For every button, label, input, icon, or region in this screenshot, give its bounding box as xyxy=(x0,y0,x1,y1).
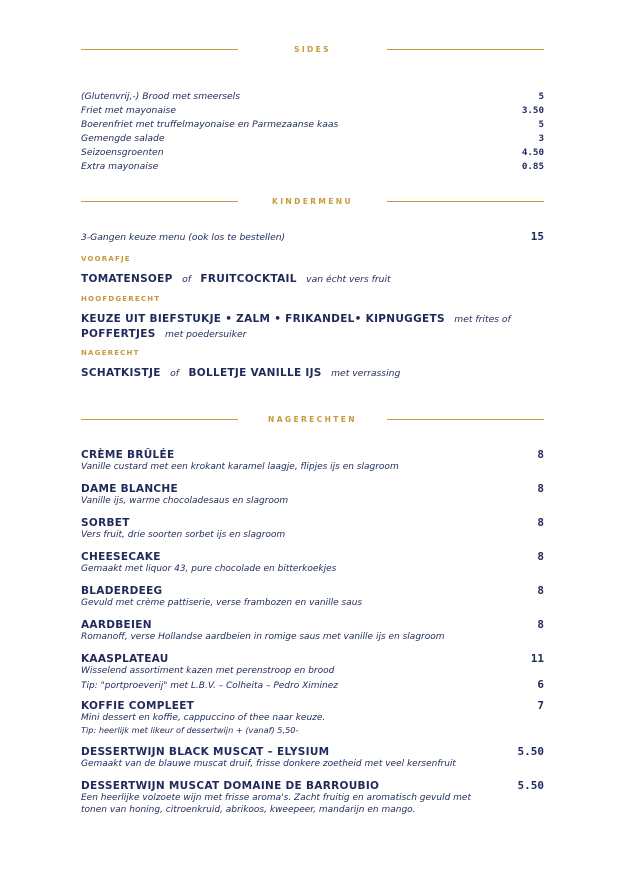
dessert-description: Een heerlijke volzoete wijn met frisse aroma's. Zacht fruitig en aromatisch gevuld met xyxy=(81,793,471,803)
sides-item-price: 4.50 xyxy=(521,147,544,158)
dessert-item xyxy=(81,618,544,644)
sides-header xyxy=(81,42,544,56)
hoofdgerecht-label: HOOFDGERECHT xyxy=(81,295,161,303)
sides-item xyxy=(81,119,544,130)
dessert-name: SORBET xyxy=(81,517,130,529)
dessert-description-2: tonen van honing, citroenkruid, abrikoos, kweepeer, mandarijn en mango. xyxy=(81,804,416,815)
hoofdgerecht-options: KEUZE UIT BIEFSTUKJE • ZALM • FRIKANDEL• KIPNUGGETS xyxy=(81,313,445,325)
divider-left xyxy=(81,419,238,420)
dessert-description: Gevuld met crème pattiserie, verse frambozen en vanille saus xyxy=(81,598,363,608)
dessert-description: Gemaakt met liquor 43, pure chocolade en bitterkoekjes xyxy=(81,564,337,574)
nagerecht-line xyxy=(81,365,544,380)
dessert-price: 5.50 xyxy=(517,745,544,758)
dessert-price: 8 xyxy=(537,550,544,563)
sides-item-name: Friet met mayonaise xyxy=(81,105,176,116)
nagerechten-title: NAGERECHTEN xyxy=(268,414,357,424)
dessert-item xyxy=(81,745,544,771)
dessert-name: DESSERTWIJN MUSCAT DOMAINE DE BARROUBIO xyxy=(81,780,380,792)
nagerechten-header xyxy=(81,412,544,426)
sides-item-price: 5 xyxy=(538,91,544,102)
dessert-name: AARDBEIEN xyxy=(81,619,152,631)
dessert-tip: Tip: heerlijk met likeur of dessertwijn + (vanaf) 5,50- xyxy=(81,724,299,735)
sides-item-price: 3.50 xyxy=(521,105,544,116)
nagerecht-option-b: BOLLETJE VANILLE IJS xyxy=(188,367,322,379)
dessert-price: 8 xyxy=(537,516,544,529)
divider-left xyxy=(81,49,238,50)
dessert-tip-price: 6 xyxy=(537,677,544,691)
voorafje-option-a: TOMATENSOEP xyxy=(81,273,173,285)
dessert-item xyxy=(81,482,544,508)
voorafje-of: of xyxy=(182,274,191,285)
dessert-item xyxy=(81,516,544,542)
dessert-name: KAASPLATEAU xyxy=(81,653,169,665)
sides-item-name: Boerenfriet met truffelmayonaise en Parmezaanse kaas xyxy=(81,119,339,130)
dessert-price: 8 xyxy=(537,584,544,597)
dessert-name: CHEESECAKE xyxy=(81,551,161,563)
dessert-item xyxy=(81,652,544,692)
voorafje-note: van écht vers fruit xyxy=(306,274,391,285)
dessert-name: DESSERTWIJN BLACK MUSCAT – ELYSIUM xyxy=(81,746,330,758)
hoofdgerecht-note: met frites of xyxy=(454,314,511,325)
dessert-name: CRÈME BRÛLÉE xyxy=(81,449,175,461)
dessert-description: Vanille custard met een krokant karamel laagje, flipjes ijs en slagroom xyxy=(81,462,399,472)
dessert-description: Gemaakt van de blauwe muscat druif, frisse donkere zoetheid met veel kersenfruit xyxy=(81,759,456,769)
sides-title: SIDES xyxy=(294,44,331,54)
dessert-item xyxy=(81,584,544,610)
dessert-name: DAME BLANCHE xyxy=(81,483,178,495)
kindermenu-intro xyxy=(81,230,544,243)
voorafje-line xyxy=(81,271,544,286)
nagerecht-option-a: SCHATKISTJE xyxy=(81,367,161,379)
dessert-description: Vanille ijs, warme chocoladesaus en slagroom xyxy=(81,496,289,506)
divider-right xyxy=(387,201,544,202)
divider-right xyxy=(387,419,544,420)
dessert-price: 8 xyxy=(537,448,544,461)
dessert-tip: Tip: "portproeverij" met L.B.V. – Colheita – Pedro Ximinez xyxy=(81,680,338,691)
dessert-description: Romanoff, verse Hollandse aardbeien in romige saus met vanille ijs en slagroom xyxy=(81,632,445,642)
voorafje-label: VOORAFJE xyxy=(81,255,131,263)
nagerecht-label: NAGERECHT xyxy=(81,349,140,357)
dessert-description: Wisselend assortiment kazen met perenstroop en brood xyxy=(81,666,335,676)
dessert-price: 5.50 xyxy=(517,779,544,792)
sides-item-price: 0.85 xyxy=(521,161,544,172)
divider-right xyxy=(387,49,544,50)
dessert-description: Vers fruit, drie soorten sorbet ijs en slagroom xyxy=(81,530,286,540)
kindermenu-header xyxy=(81,194,544,208)
sides-item-name: Extra mayonaise xyxy=(81,161,159,172)
sides-item xyxy=(81,91,544,102)
hoofdgerecht-note-2: met poedersuiker xyxy=(165,329,247,340)
dessert-price: 7 xyxy=(537,699,544,712)
dessert-price: 8 xyxy=(537,618,544,631)
sides-item-name: Seizoensgroenten xyxy=(81,147,164,158)
sides-item xyxy=(81,147,544,158)
dessert-price: 8 xyxy=(537,482,544,495)
dessert-description: Mini dessert en koffie, cappuccino of thee naar keuze. xyxy=(81,713,326,723)
hoofdgerecht-line xyxy=(81,311,544,326)
divider-left xyxy=(81,201,238,202)
dessert-item xyxy=(81,699,544,736)
sides-item-price: 3 xyxy=(538,133,544,144)
nagerecht-of: of xyxy=(170,368,179,379)
sides-item xyxy=(81,105,544,116)
dessert-item xyxy=(81,550,544,576)
kindermenu-intro-text: 3-Gangen keuze menu (ook los te bestellen) xyxy=(81,232,286,243)
sides-item-name: Gemengde salade xyxy=(81,133,165,144)
kindermenu-title: KINDERMENU xyxy=(272,196,353,206)
sides-item-price: 5 xyxy=(538,119,544,130)
hoofdgerecht-line-2 xyxy=(81,326,544,341)
sides-item xyxy=(81,161,544,172)
dessert-item xyxy=(81,779,544,816)
dessert-item xyxy=(81,448,544,474)
dessert-name: KOFFIE COMPLEET xyxy=(81,700,195,712)
sides-item-name: (Glutenvrij,-) Brood met smeersels xyxy=(81,91,241,102)
sides-item xyxy=(81,133,544,144)
voorafje-option-b: FRUITCOCKTAIL xyxy=(200,273,297,285)
dessert-name: BLADERDEEG xyxy=(81,585,163,597)
hoofdgerecht-option-poffertjes: POFFERTJES xyxy=(81,328,156,340)
kindermenu-intro-price: 15 xyxy=(530,230,544,243)
dessert-price: 11 xyxy=(530,652,544,665)
nagerecht-note: met verrassing xyxy=(331,368,401,379)
